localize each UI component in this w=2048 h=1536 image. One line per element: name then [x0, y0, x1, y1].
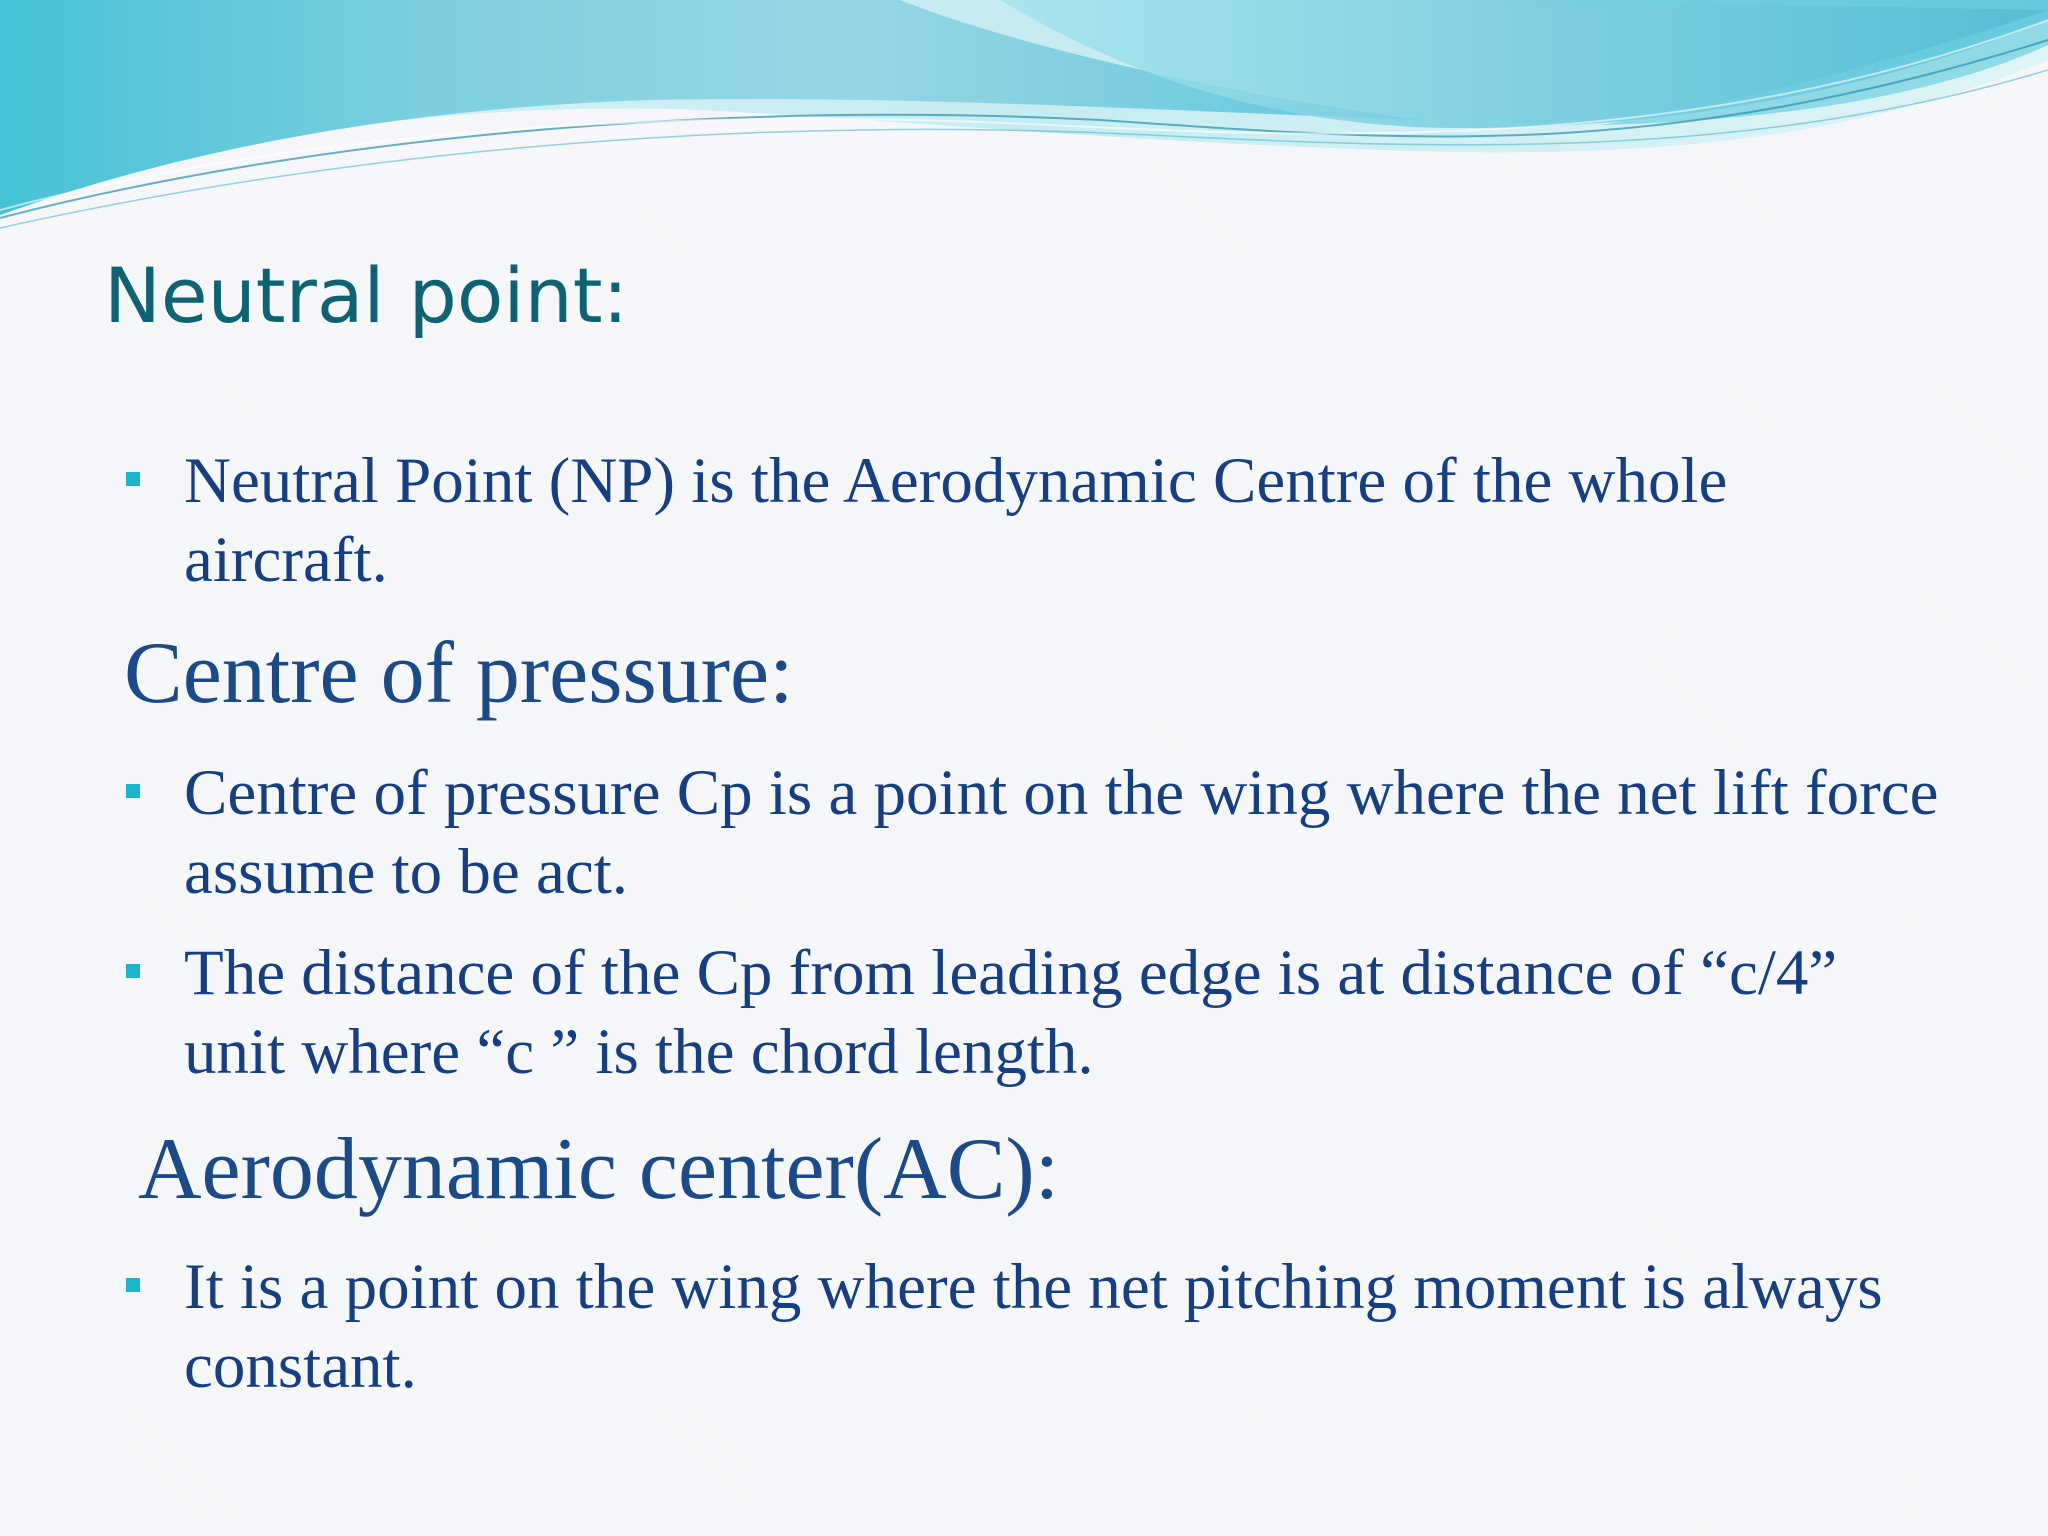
bullet-text: It is a point on the wing where the net pitching moment is always constant.	[184, 1251, 1883, 1402]
section-heading-centre-of-pressure: Centre of pressure:	[124, 625, 794, 722]
bullet-text: Centre of pressure Cp is a point on the wing where the net lift force assume to be act.	[184, 757, 1939, 908]
section-heading-aerodynamic-center: Aerodynamic center(AC):	[138, 1121, 1060, 1218]
bullet-text: Neutral Point (NP) is the Aerodynamic Centre of the whole aircraft.	[184, 445, 1728, 596]
slide-title: Neutral point:	[104, 251, 629, 340]
square-bullet-icon	[126, 472, 140, 486]
square-bullet-icon	[126, 784, 140, 798]
wave-banner	[0, 0, 2048, 240]
bullet-text: The distance of the Cp from leading edge is at distance of “c/4” unit where “c ” is the chord length.	[184, 937, 1838, 1088]
square-bullet-icon	[126, 964, 140, 978]
square-bullet-icon	[126, 1278, 140, 1292]
